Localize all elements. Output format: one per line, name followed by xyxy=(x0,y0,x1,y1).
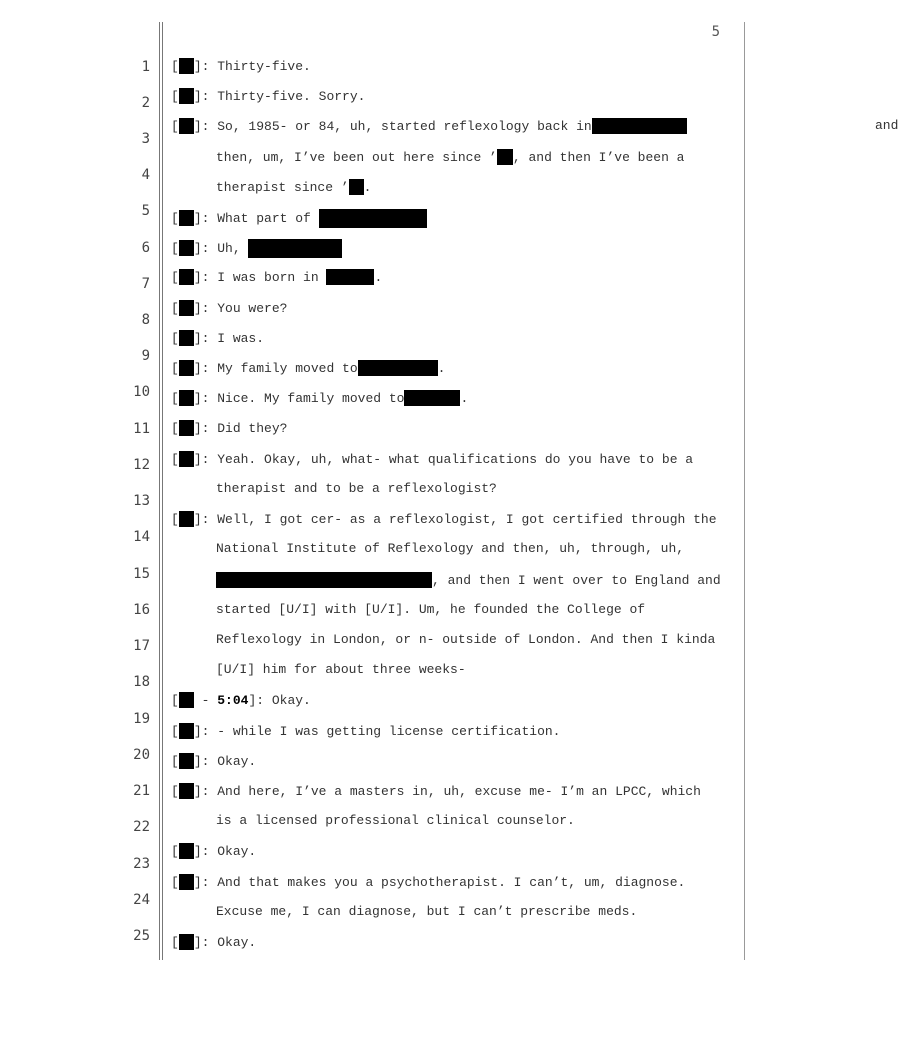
speaker-bracket: ]: xyxy=(193,875,210,890)
timestamp: 5:04 xyxy=(217,693,249,708)
redaction-box xyxy=(497,149,513,165)
utterance-text: , and then I went over to England and xyxy=(432,573,721,588)
utterance-text: Yeah. Okay, uh, what- what qualifications do you have to be a xyxy=(209,452,694,467)
speaker-bracket: ]: xyxy=(193,59,210,74)
redaction-box xyxy=(179,360,194,376)
speaker-bracket: ]: xyxy=(193,391,210,406)
transcript-line xyxy=(216,602,645,618)
speaker-bracket: ]: xyxy=(193,241,210,256)
left-margin-rule-inner xyxy=(162,22,163,960)
utterance-text: Okay. xyxy=(209,844,257,859)
transcript-line xyxy=(171,239,342,258)
speaker-bracket: ]: xyxy=(193,844,210,859)
utterance-text: Excuse me, I can diagnose, but I can’t prescribe meds. xyxy=(216,904,638,919)
speaker-bracket: [ xyxy=(171,875,179,890)
transcript-line xyxy=(216,813,575,829)
transcript-line xyxy=(171,209,427,228)
transcript-line xyxy=(216,541,684,557)
transcript-line xyxy=(171,58,311,75)
redaction-box xyxy=(179,210,194,226)
utterance-text: Okay. xyxy=(209,935,257,950)
redaction-box xyxy=(179,511,194,527)
speaker-bracket: [ xyxy=(171,119,179,134)
redaction-box xyxy=(179,874,194,890)
transcript-line xyxy=(171,88,365,105)
line-number: 20 xyxy=(133,747,150,763)
transcript-line xyxy=(171,843,256,860)
speaker-bracket: [ xyxy=(171,452,179,467)
line-number: 5 xyxy=(141,203,150,219)
redaction-box xyxy=(592,118,687,134)
timestamp-separator: - xyxy=(193,693,218,708)
speaker-bracket: [ xyxy=(171,784,179,799)
line-number: 7 xyxy=(141,276,150,292)
redaction-box xyxy=(179,451,194,467)
utterance-text: , and then I’ve been a xyxy=(512,150,685,165)
transcript-line xyxy=(171,692,311,709)
utterance-text: [U/I] him for about three weeks- xyxy=(216,662,466,677)
transcript-line xyxy=(171,390,468,407)
transcript-line xyxy=(171,118,898,135)
line-number: 23 xyxy=(133,856,150,872)
speaker-bracket: ]: xyxy=(193,301,210,316)
line-number: 6 xyxy=(141,240,150,256)
utterance-text: . xyxy=(437,361,446,376)
line-number: 15 xyxy=(133,566,150,582)
transcript-line xyxy=(171,511,717,528)
redaction-box xyxy=(179,783,194,799)
line-number: 16 xyxy=(133,602,150,618)
utterance-text: My family moved to xyxy=(209,361,358,376)
speaker-bracket: [ xyxy=(171,270,179,285)
redaction-box xyxy=(179,330,194,346)
speaker-bracket: [ xyxy=(171,693,179,708)
transcript-line xyxy=(171,451,693,468)
transcript-line xyxy=(216,149,685,166)
speaker-bracket: ]: xyxy=(248,693,265,708)
utterance-text: And that makes you a psychotherapist. I can’t, um, diagnose. xyxy=(209,875,686,890)
line-number: 19 xyxy=(133,711,150,727)
utterance-text: is a licensed professional clinical counselor. xyxy=(216,813,575,828)
utterance-text: National Institute of Reflexology and then, uh, through, uh, xyxy=(216,541,685,556)
utterance-text: Okay. xyxy=(264,693,311,708)
speaker-bracket: [ xyxy=(171,724,179,739)
redaction-box xyxy=(179,269,194,285)
redaction-box xyxy=(179,118,194,134)
redaction-box xyxy=(179,300,194,316)
utterance-text: therapist and to be a reflexologist? xyxy=(216,481,497,496)
speaker-bracket: [ xyxy=(171,512,179,527)
redaction-box xyxy=(179,723,194,739)
transcript-line xyxy=(216,572,721,589)
redaction-box xyxy=(179,753,194,769)
utterance-text: therapist since ’ xyxy=(216,180,349,195)
transcript-line xyxy=(216,904,637,920)
utterance-text: I was. xyxy=(209,331,265,346)
redaction-box xyxy=(319,209,427,228)
transcript-line xyxy=(171,269,382,286)
speaker-bracket: [ xyxy=(171,241,179,256)
line-number: 22 xyxy=(133,819,150,835)
transcript-line xyxy=(171,783,701,800)
speaker-bracket: [ xyxy=(171,331,179,346)
line-number: 9 xyxy=(141,348,150,364)
speaker-bracket: [ xyxy=(171,844,179,859)
line-number: 24 xyxy=(133,892,150,908)
transcript-line xyxy=(171,330,264,347)
utterance-text: and xyxy=(875,118,898,133)
line-number: 11 xyxy=(133,421,150,437)
line-number: 10 xyxy=(133,384,150,400)
speaker-bracket: ]: xyxy=(193,89,210,104)
speaker-bracket: ]: xyxy=(193,512,210,527)
utterance-text: started [U/I] with [U/I]. Um, he founded the College of xyxy=(216,602,646,617)
redaction-box xyxy=(179,390,194,406)
transcript-line xyxy=(171,753,256,770)
line-number: 4 xyxy=(141,167,150,183)
speaker-bracket: [ xyxy=(171,301,179,316)
left-margin-rule xyxy=(159,22,160,960)
transcript-line xyxy=(171,420,287,437)
transcript-line xyxy=(216,632,715,648)
redaction-box xyxy=(179,88,194,104)
redaction-box xyxy=(179,934,194,950)
speaker-bracket: ]: xyxy=(193,754,210,769)
line-number: 18 xyxy=(133,674,150,690)
redaction-box xyxy=(179,692,194,708)
speaker-bracket: [ xyxy=(171,391,179,406)
redaction-box xyxy=(326,269,374,285)
utterance-text: . xyxy=(460,391,469,406)
redaction-box xyxy=(216,572,432,588)
line-number: 21 xyxy=(133,783,150,799)
utterance-text: What part of xyxy=(209,211,319,226)
redaction-box xyxy=(179,420,194,436)
speaker-bracket: ]: xyxy=(193,724,210,739)
utterance-text: Nice. My family moved to xyxy=(209,391,405,406)
speaker-bracket: [ xyxy=(171,935,179,950)
redaction-box xyxy=(349,179,364,195)
speaker-bracket: ]: xyxy=(193,270,210,285)
utterance-text: Reflexology in London, or n- outside of London. And then I kinda xyxy=(216,632,716,647)
speaker-bracket: [ xyxy=(171,361,179,376)
page-number: 5 xyxy=(711,24,720,40)
line-number: 12 xyxy=(133,457,150,473)
line-number: 1 xyxy=(141,59,150,75)
redaction-box xyxy=(179,240,194,256)
utterance-text: then, um, I’ve been out here since ’ xyxy=(216,150,497,165)
speaker-bracket: ]: xyxy=(193,361,210,376)
utterance-text: - while I was getting license certification. xyxy=(209,724,561,739)
utterance-text: Did they? xyxy=(209,421,288,436)
utterance-text: So, 1985- or 84, uh, started reflexology back in xyxy=(209,119,592,134)
utterance-text: Thirty-five. xyxy=(209,59,311,74)
redaction-box xyxy=(179,58,194,74)
line-number: 8 xyxy=(141,312,150,328)
speaker-bracket: ]: xyxy=(193,421,210,436)
speaker-bracket: ]: xyxy=(193,935,210,950)
utterance-text: And here, I’ve a masters in, uh, excuse me- I’m an LPCC, which xyxy=(209,784,701,799)
line-number: 25 xyxy=(133,928,150,944)
speaker-bracket: ]: xyxy=(193,211,210,226)
line-number: 3 xyxy=(141,131,150,147)
utterance-text: Well, I got cer- as a reflexologist, I got certified through the xyxy=(209,512,717,527)
line-number: 17 xyxy=(133,638,150,654)
utterance-text: Okay. xyxy=(209,754,257,769)
line-number: 2 xyxy=(141,95,150,111)
right-margin-rule xyxy=(744,22,745,960)
redaction-box xyxy=(248,239,342,258)
utterance-text: Uh, xyxy=(209,241,249,256)
speaker-bracket: [ xyxy=(171,89,179,104)
speaker-bracket: [ xyxy=(171,754,179,769)
transcript-line xyxy=(216,179,371,196)
utterance-text: I was born in xyxy=(209,270,327,285)
speaker-bracket: ]: xyxy=(193,452,210,467)
transcript-line xyxy=(171,874,685,891)
utterance-text: . xyxy=(363,180,372,195)
redaction-box xyxy=(404,390,460,406)
speaker-bracket: ]: xyxy=(193,119,210,134)
utterance-text: You were? xyxy=(209,301,288,316)
speaker-bracket: ]: xyxy=(193,784,210,799)
transcript-line xyxy=(171,360,445,377)
transcript-line xyxy=(171,723,560,740)
speaker-bracket: ]: xyxy=(193,331,210,346)
transcript-line xyxy=(171,300,287,317)
line-number: 14 xyxy=(133,529,150,545)
redaction-box xyxy=(179,843,194,859)
transcript-line xyxy=(171,934,256,951)
transcript-line xyxy=(216,662,466,678)
utterance-text: . xyxy=(374,270,383,285)
transcript-line xyxy=(216,481,497,497)
speaker-bracket: [ xyxy=(171,211,179,226)
speaker-bracket: [ xyxy=(171,59,179,74)
redaction-box xyxy=(358,360,438,376)
utterance-text: Thirty-five. Sorry. xyxy=(209,89,366,104)
line-number: 13 xyxy=(133,493,150,509)
speaker-bracket: [ xyxy=(171,421,179,436)
